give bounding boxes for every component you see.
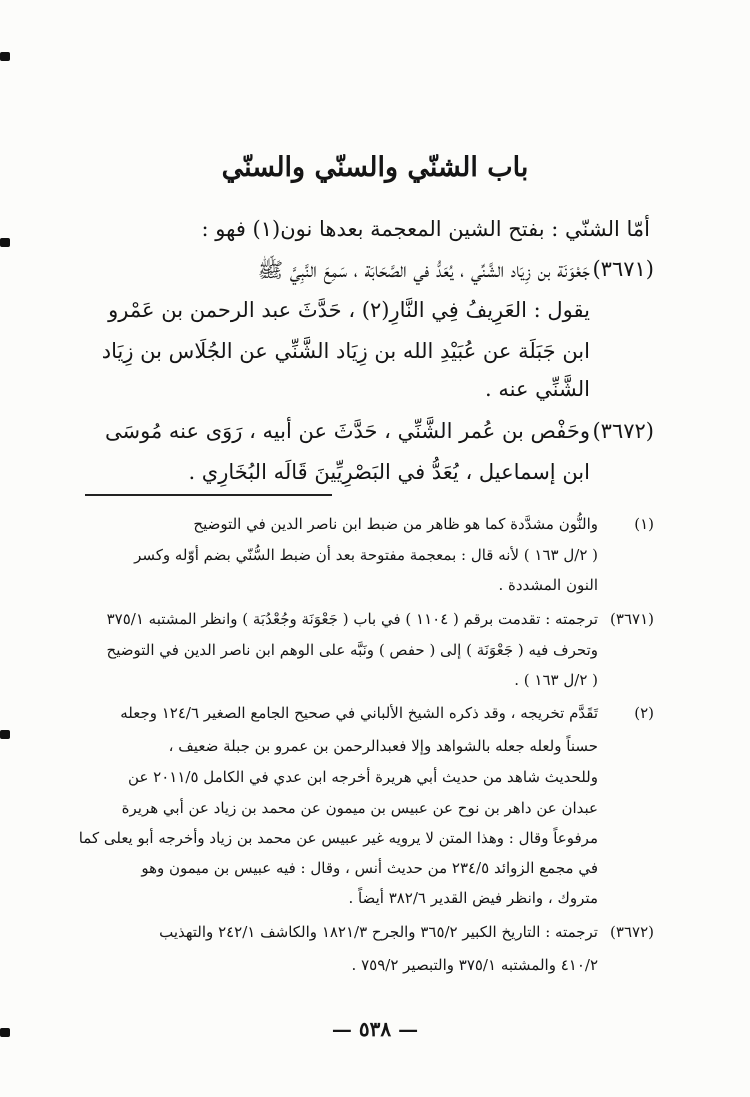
footnote-line: ترجمته : تقدمت برقم ( ١١٠٤ ) في باب ( جَعْوَنَة وجُعْدُبَة ) وانظر المشتبه ٣٧٥/١ — [106, 610, 598, 628]
scan-edge-mark — [0, 238, 10, 247]
intro-line: أمّا الشنّي : بفتح الشين المعجمة بعدها نون(١) فهو : — [201, 217, 650, 241]
scan-edge-mark — [0, 730, 10, 739]
entry-text-line: جَعْوَنَة بن زِيَاد الشَّنِّي ، يُعَدُّ في الصَّحَابَة ، سَمِعَ النَّبِيَّ ﷺ — [257, 258, 590, 282]
footnote-line: ترجمته : التاريخ الكبير ٣٦٥/٢ والجرح ١٨٢١/٣ والكاشف ٢٤٢/١ والتهذيب — [159, 923, 598, 941]
footnote-line: والنُّون مشدَّدة كما هو ظاهر من ضبط ابن ناصر الدين في التوضيح — [193, 515, 598, 533]
footnote-line: حسناً ولعله جعله بالشواهد وإلا فعبدالرحمن بن عمرو بن جبلة ضعيف ، — [168, 737, 598, 755]
footnote-line: متروك ، وانظر فيض القدير ٣٨٢/٦ أيضاً . — [348, 889, 598, 907]
entry-text-line: ابن جَبَلَة عن عُبَيْدِ الله بن زِيَاد الشَّنِّي عن الجُلَاس بن زِيَاد — [101, 339, 590, 363]
footnote-line: ( ٢/ل ١٦٣ ) لأنه قال : بمعجمة مفتوحة بعد أن ضبط السُّنّي بضم أوّله وكسر — [134, 546, 598, 564]
footnote-number: (٢) — [634, 704, 654, 722]
footnote-line: وتحرف فيه ( جَعْوَنَة ) إلى ( حفص ) ونَبَّه على الوهم ابن ناصر الدين في التوضيح — [106, 641, 598, 659]
page-number: — ٥٣٨ — — [331, 1017, 419, 1041]
entry-number: (٣٦٧٢) — [592, 419, 654, 443]
footnote-line: مرفوعاً وقال : وهذا المتن لا يرويه غير عبيس عن محمد بن زياد وأخرجه أبو يعلى كما — [78, 829, 598, 847]
footnote-line: ( ٢/ل ١٦٣ ) . — [514, 671, 598, 689]
footnote-line: عبدان عن داهر بن نوح عن عبيس بن ميمون عن محمد بن زياد عن أبي هريرة — [121, 799, 598, 817]
scan-edge-mark — [0, 52, 10, 61]
footnote-separator — [85, 494, 332, 496]
entry-text-line: ابن إسماعيل ، يُعَدُّ في البَصْرِيِّينَ قَالَه البُخَارِي . — [188, 460, 590, 484]
footnote-line: وللحديث شاهد من حديث أبي هريرة أخرجه ابن عدي في الكامل ٢٠١١/٥ عن — [128, 768, 598, 786]
chapter-title: باب الشنّي والسنّي والسنّي — [221, 152, 529, 183]
footnote-number: (١) — [634, 515, 654, 533]
entry-text-line: وحَفْص بن عُمر الشَّنِّي ، حَدَّثَ عن أبيه ، رَوَى عنه مُوسَى — [105, 419, 590, 443]
footnote-line: تَقَدَّم تخريجه ، وقد ذكره الشيخ الألباني في صحيح الجامع الصغير ١٢٤/٦ وجعله — [120, 704, 598, 722]
entry-number: (٣٦٧١) — [592, 257, 654, 281]
footnote-line: ٤١٠/٢ والمشتبه ٣٧٥/١ والتبصير ٧٥٩/٢ . — [351, 956, 598, 974]
footnote-line: في مجمع الزوائد ٢٣٤/٥ من حديث أنس ، وقال : فيه عبيس بن ميمون وهو — [141, 859, 598, 877]
footnote-number: (٣٦٧١) — [610, 610, 654, 628]
footnote-number: (٣٦٧٢) — [610, 923, 654, 941]
entry-text-line: الشَّنِّي عنه . — [485, 377, 590, 401]
entry-text-line: يقول : العَرِيفُ فِي النَّارِ(٢) ، حَدَّثَ عبد الرحمن بن عَمْرو — [108, 298, 590, 322]
footnote-line: النون المشددة . — [498, 576, 598, 594]
